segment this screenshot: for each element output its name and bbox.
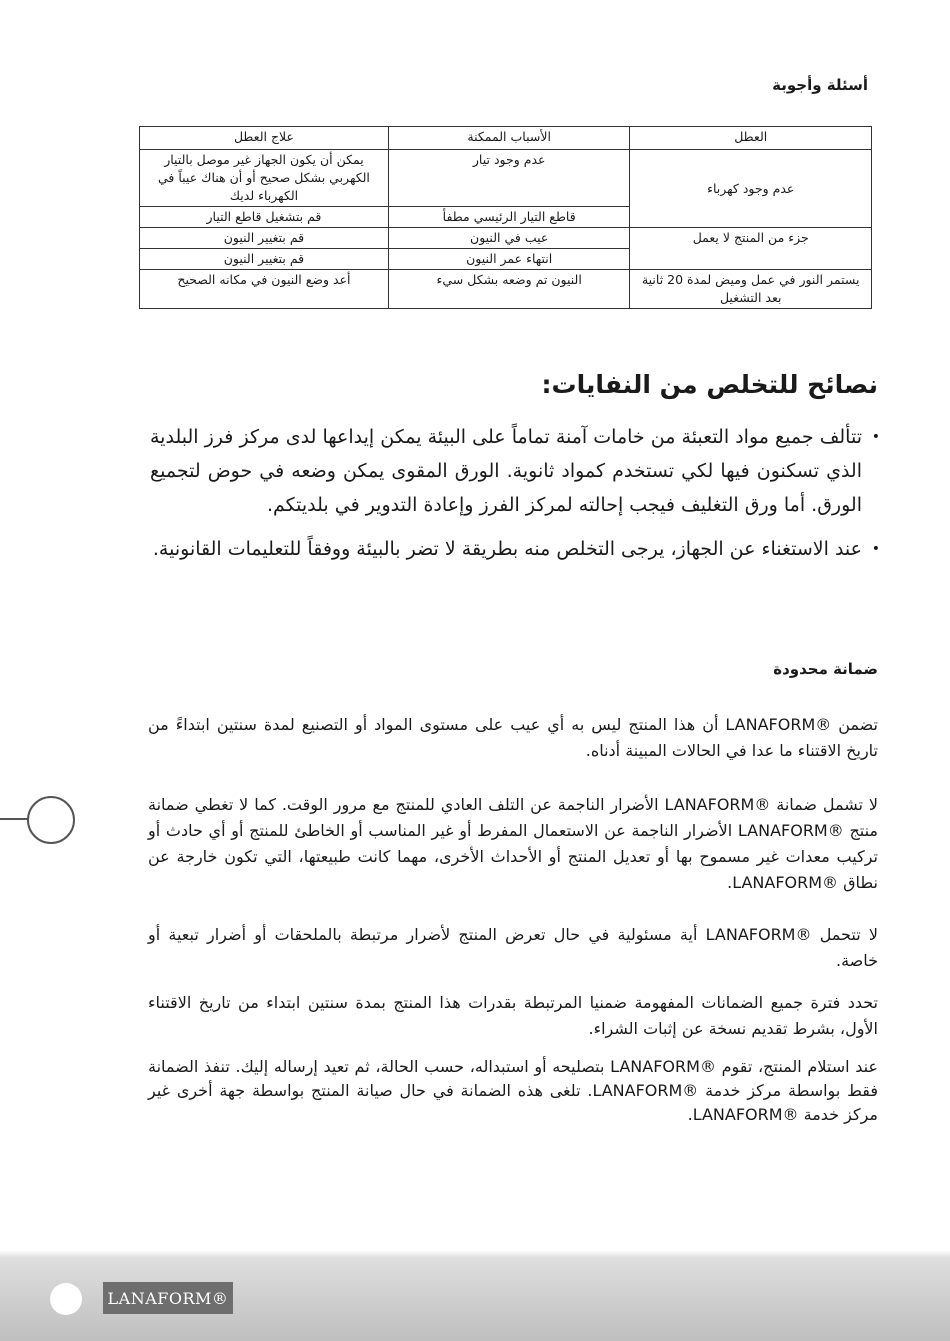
table-row [140, 228, 872, 249]
table-header-row [140, 127, 872, 150]
bullet-icon: • [871, 541, 880, 557]
list-item-text: عند الاستغناء عن الجهاز، يرجى التخلص منه بطريقة لا تضر بالبيئة ووفقاً للتعليمات القانونية. [152, 538, 862, 560]
cause-cell: عدم وجود تيار [388, 150, 630, 207]
fault-cell: يستمر النور في عمل وميض لمدة 20 ثانية بعد التشغيل [630, 270, 872, 309]
remedy-cell: قم بتغيير النيون [140, 228, 389, 249]
list-item-text: تتألف جميع مواد التعبئة من خامات آمنة تماماً على البيئة يمكن إيداعها لدى مركز فرز البلدية الذي تسكنون فيها لكي تستخدم كمواد ثانوية. الورق المقوى يمكن وضعه في حوض لتجميع الورق. أما ورق التغليف فيجب إحالته لمركز الفرز وإعادة التدوير في بلديتكم. [150, 426, 862, 516]
list-item [150, 420, 880, 522]
footer-gradient [0, 1250, 950, 1258]
warranty-paragraph: تضمن ®LANAFORM أن هذا المنتج ليس به أي عيب على مستوى المواد أو التصنيع لمدة سنتين ابتداءً من تاريخ الاقتناء ما عدا في الحالات المبينة أدناه. [148, 715, 879, 760]
warranty-title: ضمانة محدودة [773, 660, 878, 678]
bullet-icon: • [871, 429, 880, 445]
fault-cell: عدم وجود كهرباء [630, 150, 872, 228]
troubleshooting-table [139, 126, 872, 309]
cause-cell: قاطع التيار الرئيسي مطفأ [388, 207, 630, 228]
list-item [150, 532, 880, 566]
cause-cell: عيب في النيون [388, 228, 630, 249]
cause-cell: انتهاء عمر النيون [388, 249, 630, 270]
remedy-cell: قم بتغيير النيون [140, 249, 389, 270]
warranty-paragraph: تحدد فترة جميع الضمانات المفهومة ضمنيا المرتبطة بقدرات هذا المنتج بمدة سنتين ابتداء من تاريخ الاقتناء الأول، بشرط تقديم نسخة عن إثبات الشراء. [148, 993, 878, 1038]
remedy-cell: أعد وضع النيون في مكانه الصحيح [140, 270, 389, 309]
side-marker-circle [27, 796, 75, 844]
remedy-cell: قم بتشغيل قاطع التيار [140, 207, 389, 228]
cause-cell: النيون تم وضعه بشكل سيء [388, 270, 630, 309]
header-cause: الأسباب الممكنة [388, 127, 630, 150]
warranty-paragraph: عند استلام المنتج، تقوم ®LANAFORM بتصليحه أو استبداله، حسب الحالة، ثم تعيد إرساله إليك. تنفذ الضمانة فقط بواسطة مركز خدمة ®LANAFORM. تلغى هذه الضمانة في حال صيانة المنتج بواسطة جهة أخرى غير مركز خدمة ®LANAFORM. [148, 1057, 879, 1124]
table-row [140, 150, 872, 207]
disposal-list [150, 420, 880, 576]
remedy-cell: يمكن أن يكون الجهاز غير موصل بالتيار الكهربي بشكل صحيح أو أن هناك عيباً في الكهرباء لديك [140, 150, 389, 207]
header-remedy: علاج العطل [140, 127, 389, 150]
qa-heading: أسئلة وأجوبة [772, 76, 868, 94]
fault-cell: جزء من المنتج لا يعمل [630, 228, 872, 270]
warranty-paragraph: لا تشمل ضمانة ®LANAFORM الأضرار الناجمة عن التلف العادي للمنتج مع مرور الوقت. كما لا تغطي ضمانة منتج ®LANAFORM الأضرار الناجمة عن الاستعمال المفرط أو غير المناسب أو الخاطئ للمنتج أو أي حادث أو تركيب معدات غير مسموح بها أو تعديل المنتج أو الأحداث الأخرى، مهما كانت طبيعتها، التي تكون خارجة عن نطاق ®LANAFORM. [148, 795, 878, 892]
side-marker-line [0, 818, 29, 820]
warranty-paragraph: لا تتحمل ®LANAFORM أية مسئولية في حال تعرض المنتج لأضرار مرتبطة بالملحقات أو أضرار تبعية أو خاصة. [148, 925, 878, 970]
header-fault: العطل [630, 127, 872, 150]
disposal-title: نصائح للتخلص من النفايات: [541, 370, 878, 399]
lanaform-logo: LANAFORM® [103, 1282, 233, 1314]
page-number-circle [50, 1283, 82, 1315]
table-row [140, 270, 872, 309]
